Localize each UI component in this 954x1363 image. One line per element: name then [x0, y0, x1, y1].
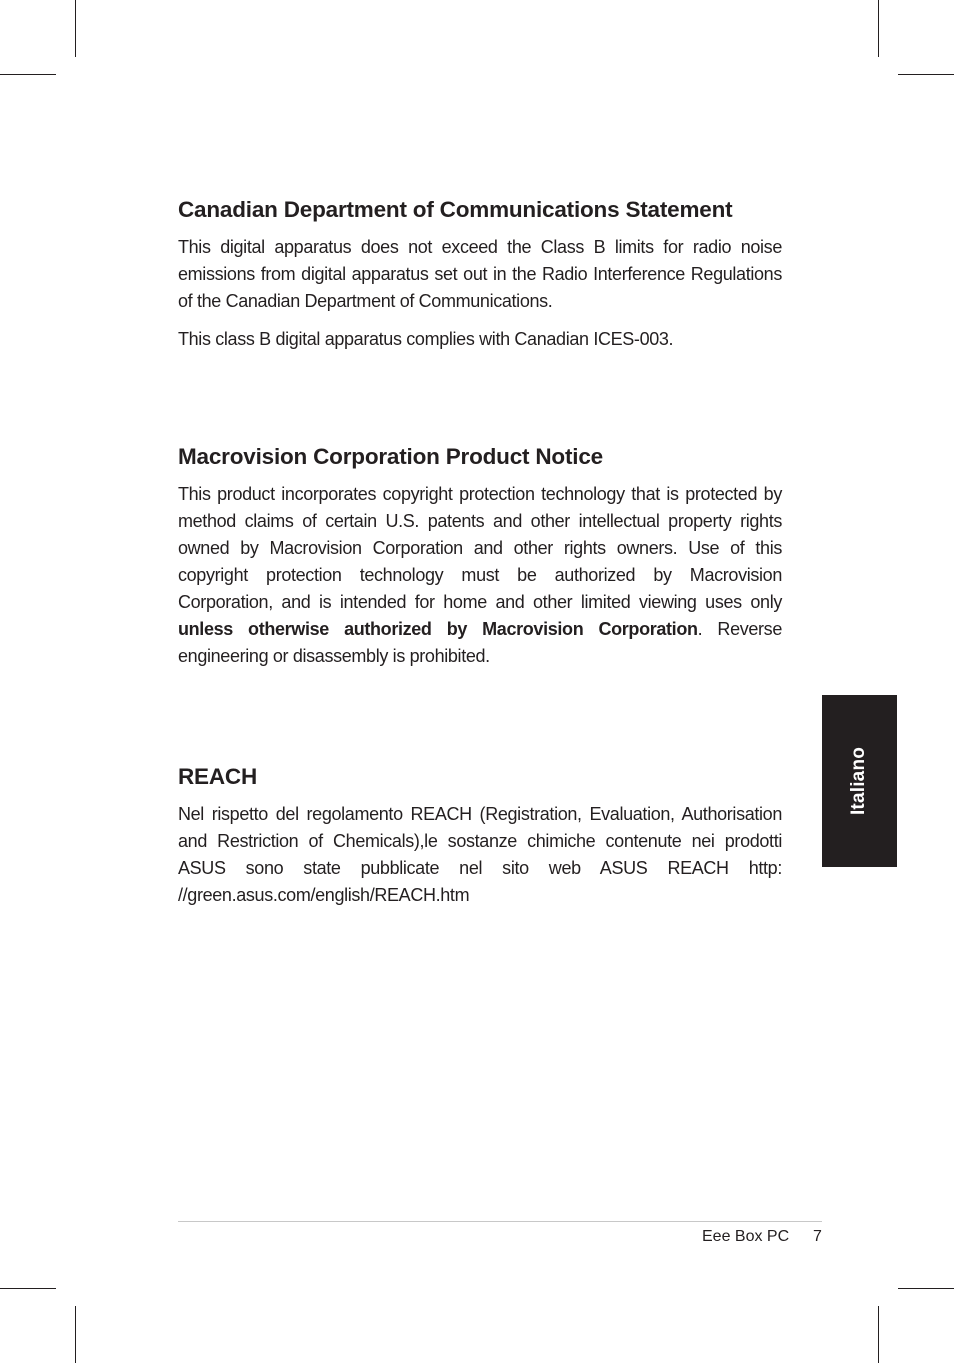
- footer-divider: [178, 1221, 822, 1222]
- macrovision-heading: Macrovision Corporation Product Notice: [178, 444, 603, 469]
- macrovision-paragraph: [178, 481, 782, 670]
- macrovision-text: This product incorporates copyright protection technology that is protected by method claims of certain U.S. patents and other intellectual property rights owned by Macrovision Corporation and other rights owners. Use of this copyright protection technology must be authorized by Macrovision Corporation, and is intended for home and other limited viewing uses only: [178, 484, 782, 612]
- canadian-paragraph-2: This class B digital apparatus complies with Canadian ICES-003.: [178, 329, 674, 349]
- crop-mark: [75, 1306, 76, 1363]
- crop-mark: [898, 74, 954, 75]
- page-number: 7: [813, 1228, 822, 1245]
- language-tab: [822, 695, 897, 867]
- crop-mark: [878, 0, 879, 57]
- crop-mark: [0, 74, 56, 75]
- footer-product-name: Eee Box PC: [702, 1228, 790, 1245]
- macrovision-section: [178, 443, 782, 670]
- reach-heading: REACH: [178, 764, 258, 789]
- macrovision-text-end: . Reverse engineering or disassembly is prohibited.: [178, 619, 782, 666]
- canadian-paragraph-1: This digital apparatus does not exceed the Class B limits for radio noise emissions from digital apparatus set out in the Radio Interference Regulations of the Canadian Department of Communications.: [178, 237, 782, 311]
- language-tab-label: Italiano: [848, 746, 870, 816]
- canadian-heading: Canadian Department of Communications Statement: [178, 197, 733, 222]
- crop-mark: [898, 1288, 954, 1289]
- canadian-section: [178, 196, 782, 353]
- macrovision-bold-text: unless otherwise authorized by Macrovision Corporation: [178, 619, 698, 639]
- reach-paragraph: Nel rispetto del regolamento REACH (Registration, Evaluation, Authorisation and Restriction of Chemicals),le sostanze chimiche contenute nei prodotti ASUS sono state pubblicate nel sito web ASUS REACH http: //green.asus.com/english/REACH.htm: [178, 804, 782, 905]
- reach-section: [178, 763, 782, 909]
- crop-mark: [0, 1288, 56, 1289]
- crop-mark: [878, 1306, 879, 1363]
- crop-mark: [75, 0, 76, 57]
